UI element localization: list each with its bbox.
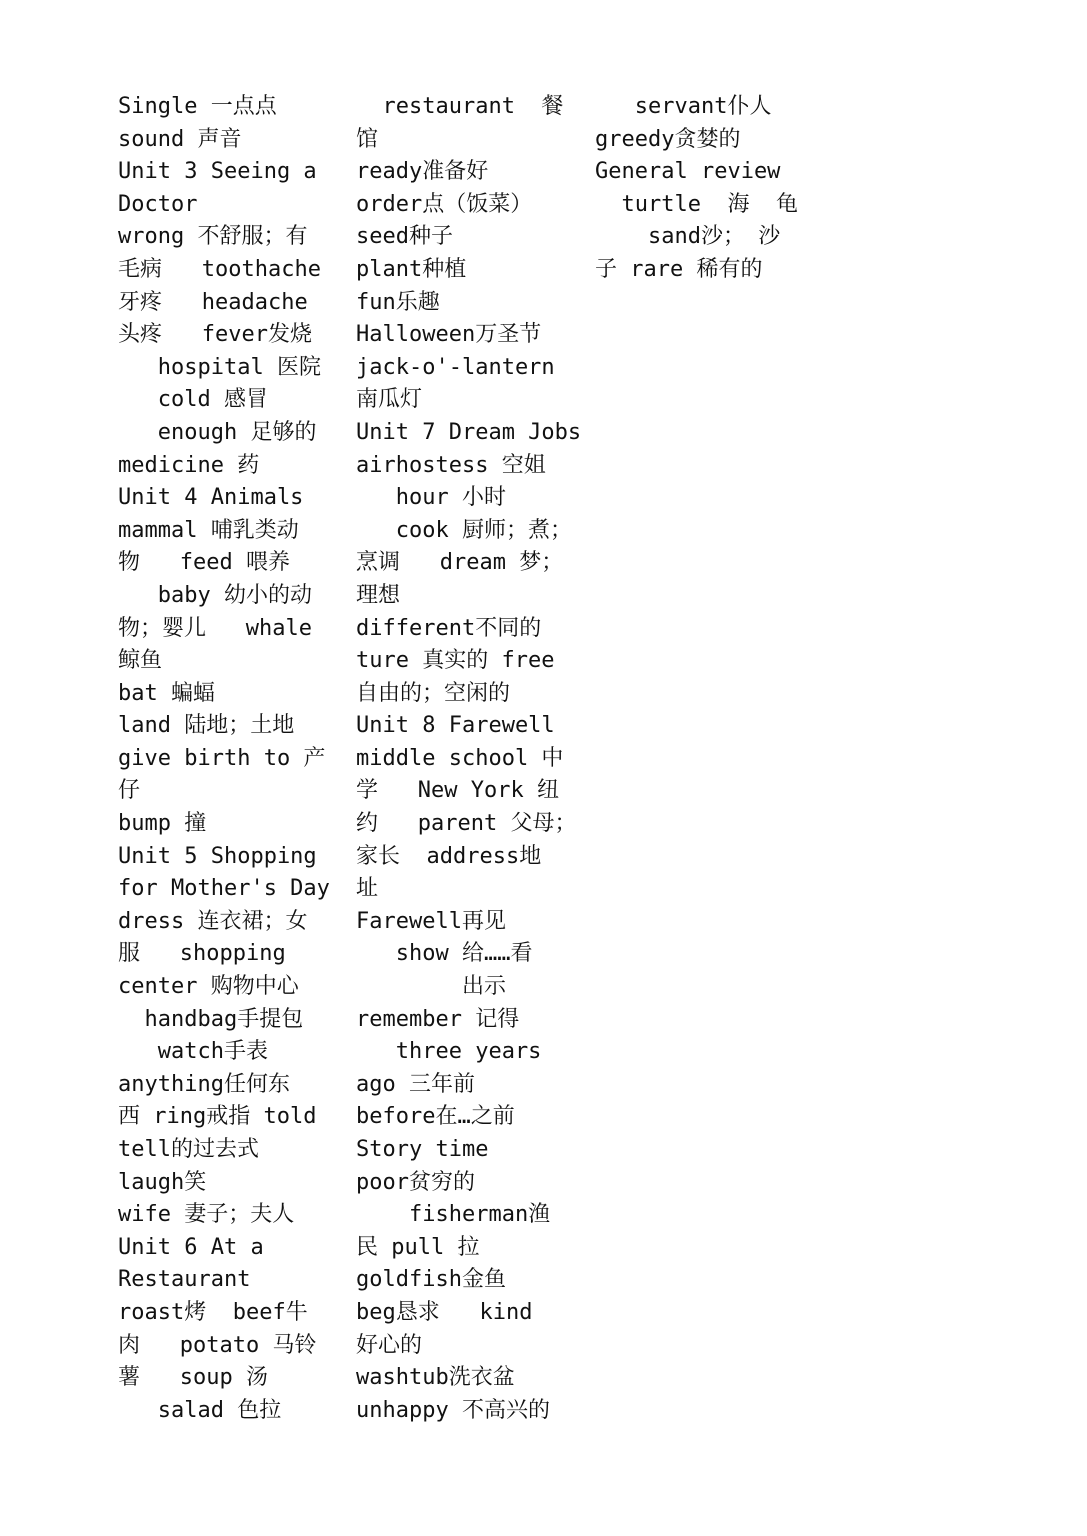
vocabulary-line: 馆 [356, 126, 379, 152]
vocabulary-column-2 [356, 91, 582, 1427]
vocabulary-line: poor贫穷的 [356, 1169, 475, 1195]
vocabulary-line: 自由的；空闲的 [356, 680, 511, 706]
vocabulary-line: Story time [356, 1137, 489, 1162]
vocabulary-line: ago 三年前 [356, 1071, 475, 1097]
vocabulary-line: Unit 6 At a [118, 1234, 264, 1260]
vocabulary-line: 薯 soup 汤 [118, 1365, 268, 1391]
vocabulary-line: washtub洗衣盆 [356, 1365, 515, 1391]
vocabulary-line: 牙疼 headache [118, 289, 308, 315]
vocabulary-line: bump 撞 [118, 811, 207, 837]
vocabulary-line: Unit 7 Dream Jobs [356, 419, 582, 445]
vocabulary-line: cold 感冒 [118, 387, 268, 413]
vocabulary-line: Single 一点点 [118, 94, 277, 119]
vocabulary-line: 址 [356, 876, 379, 902]
vocabulary-line: 好心的 [356, 1332, 423, 1358]
vocabulary-line: hospital 医院 [118, 354, 321, 380]
vocabulary-line: 物 feed 喂养 [118, 550, 290, 576]
vocabulary-line: fisherman渔 [356, 1202, 551, 1228]
vocabulary-line: 子 rare 稀有的 [595, 256, 763, 282]
vocabulary-line: 仔 [118, 778, 141, 804]
vocabulary-column-1 [118, 91, 333, 1427]
vocabulary-line: ture 真实的 free [356, 648, 555, 674]
vocabulary-line: mammal 哺乳类动 [118, 517, 299, 543]
vocabulary-line: jack-o'-lantern [356, 354, 555, 380]
vocabulary-line: 民 pull 拉 [356, 1234, 480, 1260]
vocabulary-line: Farewell再见 [356, 908, 506, 934]
vocabulary-line: 西 ring戒指 told [118, 1104, 317, 1130]
vocabulary-line: remember 记得 [356, 1006, 520, 1032]
vocabulary-line: 学 New York 纽 [356, 778, 559, 804]
vocabulary-line: three years [356, 1039, 542, 1065]
vocabulary-line: servant仆人 [595, 94, 772, 119]
vocabulary-line: plant种植 [356, 256, 467, 282]
vocabulary-line: turtle 海 龟 [595, 191, 798, 217]
vocabulary-line: show 给……看 [356, 941, 533, 967]
vocabulary-line: 出示 [356, 974, 506, 1000]
vocabulary-line: unhappy 不高兴的 [356, 1397, 550, 1423]
vocabulary-line: ready准备好 [356, 159, 489, 185]
vocabulary-line: Unit 4 Animals [118, 485, 304, 511]
vocabulary-line: before在…之前 [356, 1104, 515, 1130]
vocabulary-line: watch手表 [118, 1039, 268, 1065]
vocabulary-line: baby 幼小的动 [118, 582, 312, 608]
vocabulary-line: order点（饭菜） [356, 191, 533, 217]
vocabulary-line: middle school 中 [356, 745, 564, 771]
vocabulary-line: seed种子 [356, 224, 453, 250]
vocabulary-line: anything任何东 [118, 1071, 290, 1097]
vocabulary-line: 肉 potato 马铃 [118, 1332, 317, 1358]
vocabulary-line: fun乐趣 [356, 289, 440, 315]
vocabulary-line: laugh笑 [118, 1169, 207, 1195]
vocabulary-line: sound 声音 [118, 126, 242, 152]
vocabulary-line: restaurant 餐 [356, 94, 564, 119]
vocabulary-line: enough 足够的 [118, 419, 317, 445]
vocabulary-line: 服 shopping [118, 941, 286, 967]
vocabulary-line: 毛病 toothache [118, 256, 321, 282]
vocabulary-line: bat 蝙蝠 [118, 680, 215, 706]
vocabulary-line: Restaurant [118, 1267, 251, 1293]
vocabulary-line: 南瓜灯 [356, 387, 423, 413]
vocabulary-line: General review [595, 159, 781, 185]
vocabulary-line: medicine 药 [118, 452, 260, 478]
vocabulary-line: tell的过去式 [118, 1137, 259, 1162]
vocabulary-line: wife 妻子；夫人 [118, 1202, 295, 1228]
vocabulary-line: 物；婴儿 whale [118, 615, 312, 641]
vocabulary-line: 约 parent 父母； [356, 811, 577, 837]
vocabulary-line: beg恳求 kind [356, 1299, 533, 1325]
vocabulary-line: 鲸鱼 [118, 648, 163, 674]
vocabulary-line: center 购物中心 [118, 974, 299, 1000]
vocabulary-line: 家长 address地 [356, 843, 542, 869]
vocabulary-line: 烹调 dream 梦； [356, 550, 564, 576]
vocabulary-line: hour 小时 [356, 485, 506, 511]
vocabulary-line: cook 厨师；煮； [356, 517, 572, 543]
vocabulary-line: Unit 8 Farewell [356, 713, 555, 739]
vocabulary-line: handbag手提包 [118, 1006, 304, 1032]
vocabulary-line: give birth to 产 [118, 745, 326, 771]
vocabulary-line: airhostess 空姐 [356, 452, 546, 478]
vocabulary-line: for Mother's Day [118, 876, 330, 902]
vocabulary-line: land 陆地；土地 [118, 713, 295, 739]
vocabulary-line: Doctor [118, 191, 198, 217]
vocabulary-line: goldfish金鱼 [356, 1267, 506, 1293]
vocabulary-line: dress 连衣裙；女 [118, 908, 308, 934]
vocabulary-line: Unit 5 Shopping [118, 843, 317, 869]
vocabulary-line: Halloween万圣节 [356, 322, 542, 348]
vocabulary-line: greedy贪婪的 [595, 126, 741, 152]
vocabulary-line: Unit 3 Seeing a [118, 159, 317, 185]
vocabulary-line: different不同的 [356, 615, 542, 641]
vocabulary-line: salad 色拉 [118, 1397, 282, 1423]
vocabulary-column-3 [595, 91, 810, 287]
vocabulary-line: 头疼 fever发烧 [118, 322, 312, 348]
vocabulary-line: wrong 不舒服；有 [118, 224, 308, 250]
vocabulary-line: sand沙； 沙 [595, 224, 781, 250]
vocabulary-line: roast烤 beef牛 [118, 1299, 308, 1325]
vocabulary-line: 理想 [356, 582, 401, 608]
